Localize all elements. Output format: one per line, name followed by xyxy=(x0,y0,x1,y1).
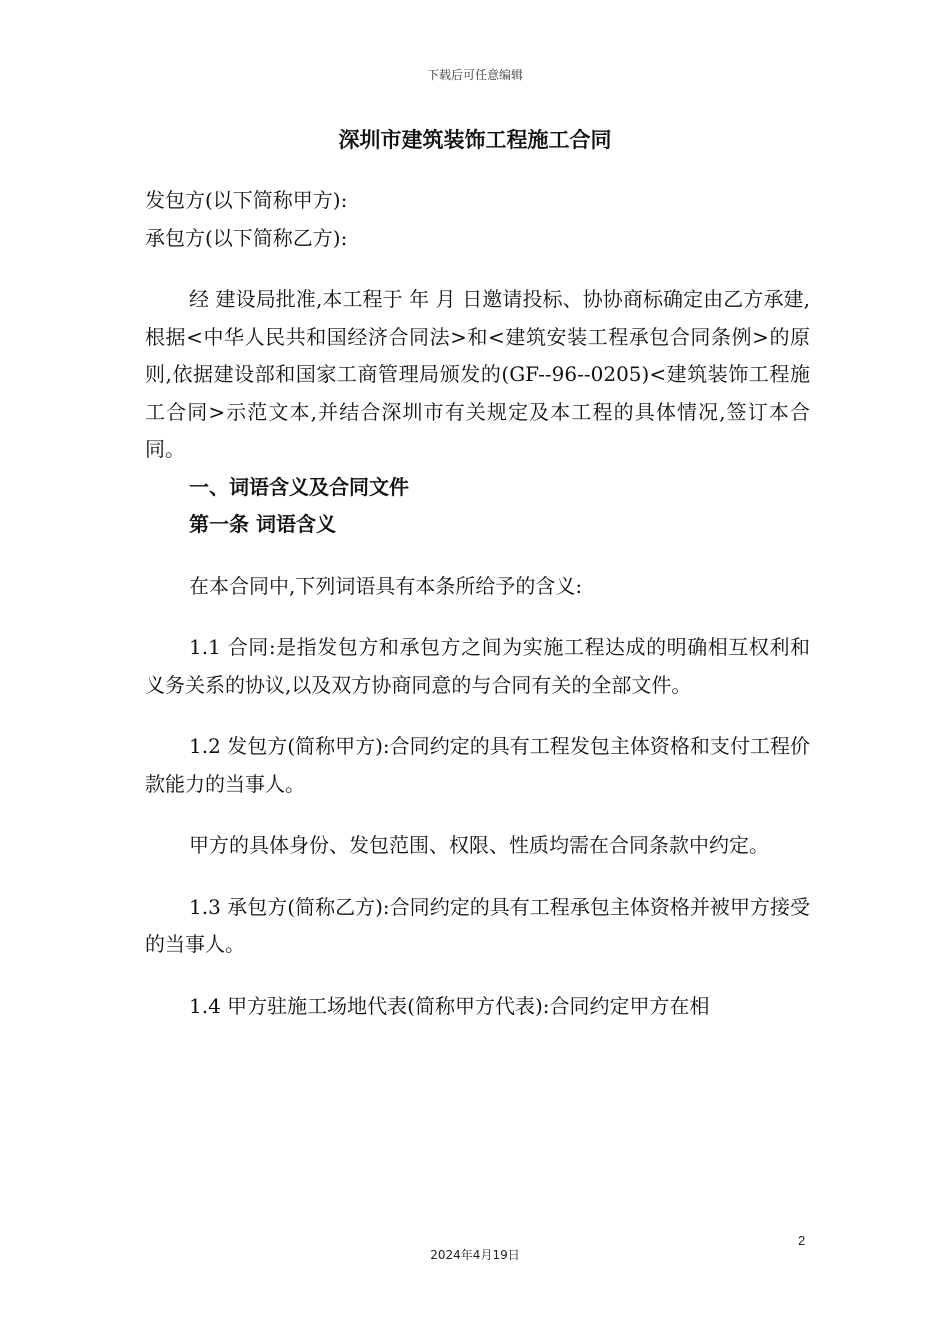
clause-1-2-note: 甲方的具体身份、发包范围、权限、性质均需在合同条款中约定。 xyxy=(189,833,769,857)
document-body xyxy=(145,182,810,1025)
clause-1-4: 1.4 甲方驻施工场地代表(简称甲方代表):合同约定甲方在相 xyxy=(189,993,710,1018)
clause-1-3: 1.3 承包方(简称乙方):合同约定的具有工程承包主体资格并被甲方接受的当事人。 xyxy=(145,894,810,956)
document-title: 深圳市建筑装饰工程施工合同 xyxy=(338,128,612,152)
party-a-line: 发包方(以下简称甲方): xyxy=(145,188,348,212)
party-b-line: 承包方(以下简称乙方): xyxy=(145,225,348,250)
clause-1-1: 1.1 合同:是指发包方和承包方之间为实施工程达成的明确相互权利和义务关系的协议,以及双方协商同意的与合同有关的全部文件。 xyxy=(145,635,810,697)
header-note: 下载后可任意编辑 xyxy=(426,68,523,82)
clause-1-2: 1.2 发包方(简称甲方):合同约定的具有工程发包主体资格和支付工程价款能力的当事人。 xyxy=(145,734,810,796)
intro-paragraph: 经 建设局批准,本工程于 年 月 日邀请投标、协协商标确定由乙方承建,根据<中华人民共和国经济合同法>和<建筑安装工程承包合同条例>的原则,依据建设部和国家工商管理局颁发的(GF--96--0205)<建筑装饰工程施工合同>示范文本,并结合深圳市有关规定及本工程的具体情况,签订本合同。 xyxy=(145,287,810,461)
article-heading: 第一条 词语含义 xyxy=(189,512,336,536)
page-number: 2 xyxy=(798,1233,806,1248)
footer-date: 2024年4月19日 xyxy=(430,1248,520,1262)
section-heading: 一、词语含义及合同文件 xyxy=(189,474,409,499)
article-lead-paragraph: 在本合同中,下列词语具有本条所给予的含义: xyxy=(189,573,583,598)
